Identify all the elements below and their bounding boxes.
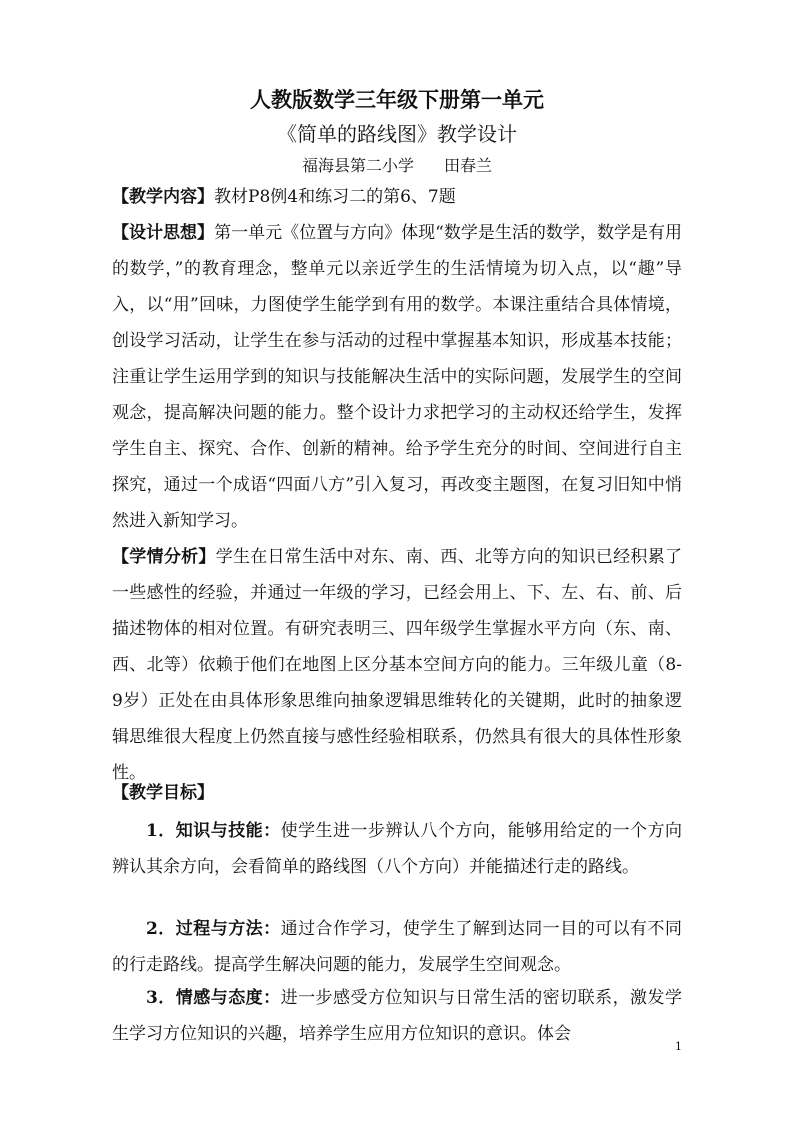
author-name: 田春兰 (444, 156, 493, 175)
author-line (0, 153, 794, 176)
section-label: 【教学目标】 (112, 783, 214, 803)
section-objectives-heading (112, 775, 682, 811)
objective-text: 使学生进一步辨认八个方向，能够用给定的一个方向辨认其余方向，会看简单的路线图（八个方向）并能描述行走的路线。 (112, 821, 682, 877)
objective-label: 2．过程与方法： (146, 919, 281, 939)
section-text: 第一单元《位置与方向》体现“数学是生活的数学，数学是有用的数学，”的教育理念，整单元以亲近学生的生活情境为切入点，以“趣”导入，以“用”回味，力图使学生能学到有用的数学。本课注重结合具体情境，创设学习活动，让学生在参与活动的过程中掌握基本知识，形成基本技能；注重让学生运用学到的知识与技能解决生活中的实际问题，发展学生的空间观念，提高解决问题的能力。整个设计力求把学习的主动权还给学生，发挥学生自主、探究、合作、创新的精神。给予学生充分的时间、空间进行自主探究，通过一个成语“四面八方”引入复习，再改变主题图，在复习旧知中悄然进入新知学习。 (112, 223, 682, 531)
section-label: 【学情分析】 (112, 547, 216, 567)
objective-item (112, 813, 682, 885)
page-subtitle: 《简单的路线图》教学设计 (277, 122, 517, 146)
section-learner-analysis (112, 539, 682, 791)
section-text: 教材P8例4和练习二的第6、7题 (214, 187, 456, 207)
objective-item (112, 980, 682, 1052)
objective-text: 进一步感受方位知识与日常生活的密切联系，激发学生学习方位知识的兴趣，培养学生应用方位知识的意识。体会 (112, 988, 682, 1044)
page-title: 人教版数学三年级下册第一单元 (250, 87, 544, 112)
section-teaching-content (112, 179, 682, 215)
section-text: 学生在日常生活中对东、南、西、北等方向的知识已经积累了一些感性的经验，并通过一年级的学习，已经会用上、下、左、右、前、后描述物体的相对位置。有研究表明三、四年级学生掌握水平方向（东、南、西、北等）依赖于他们在地图上区分基本空间方向的能力。三年级儿童（8-9岁）正处在由具体形象思维向抽象逻辑思维转化的关键期，此时的抽象逻辑思维很大程度上仍然直接与感性经验相联系，仍然具有很大的具体性形象性。 (112, 547, 682, 783)
page-number: 1 (675, 1040, 682, 1053)
objective-item (112, 911, 682, 983)
objective-label: 3．情感与态度： (146, 988, 281, 1008)
section-design-idea (112, 215, 682, 539)
objective-text: 通过合作学习，使学生了解到达同一目的可以有不同的行走路线。提高学生解决问题的能力，发展学生空间观念。 (112, 919, 682, 975)
objective-label: 1．知识与技能： (146, 821, 281, 841)
section-label: 【设计思想】 (112, 223, 215, 243)
school-name: 福海县第二小学 (301, 156, 414, 175)
section-label: 【教学内容】 (112, 187, 214, 207)
